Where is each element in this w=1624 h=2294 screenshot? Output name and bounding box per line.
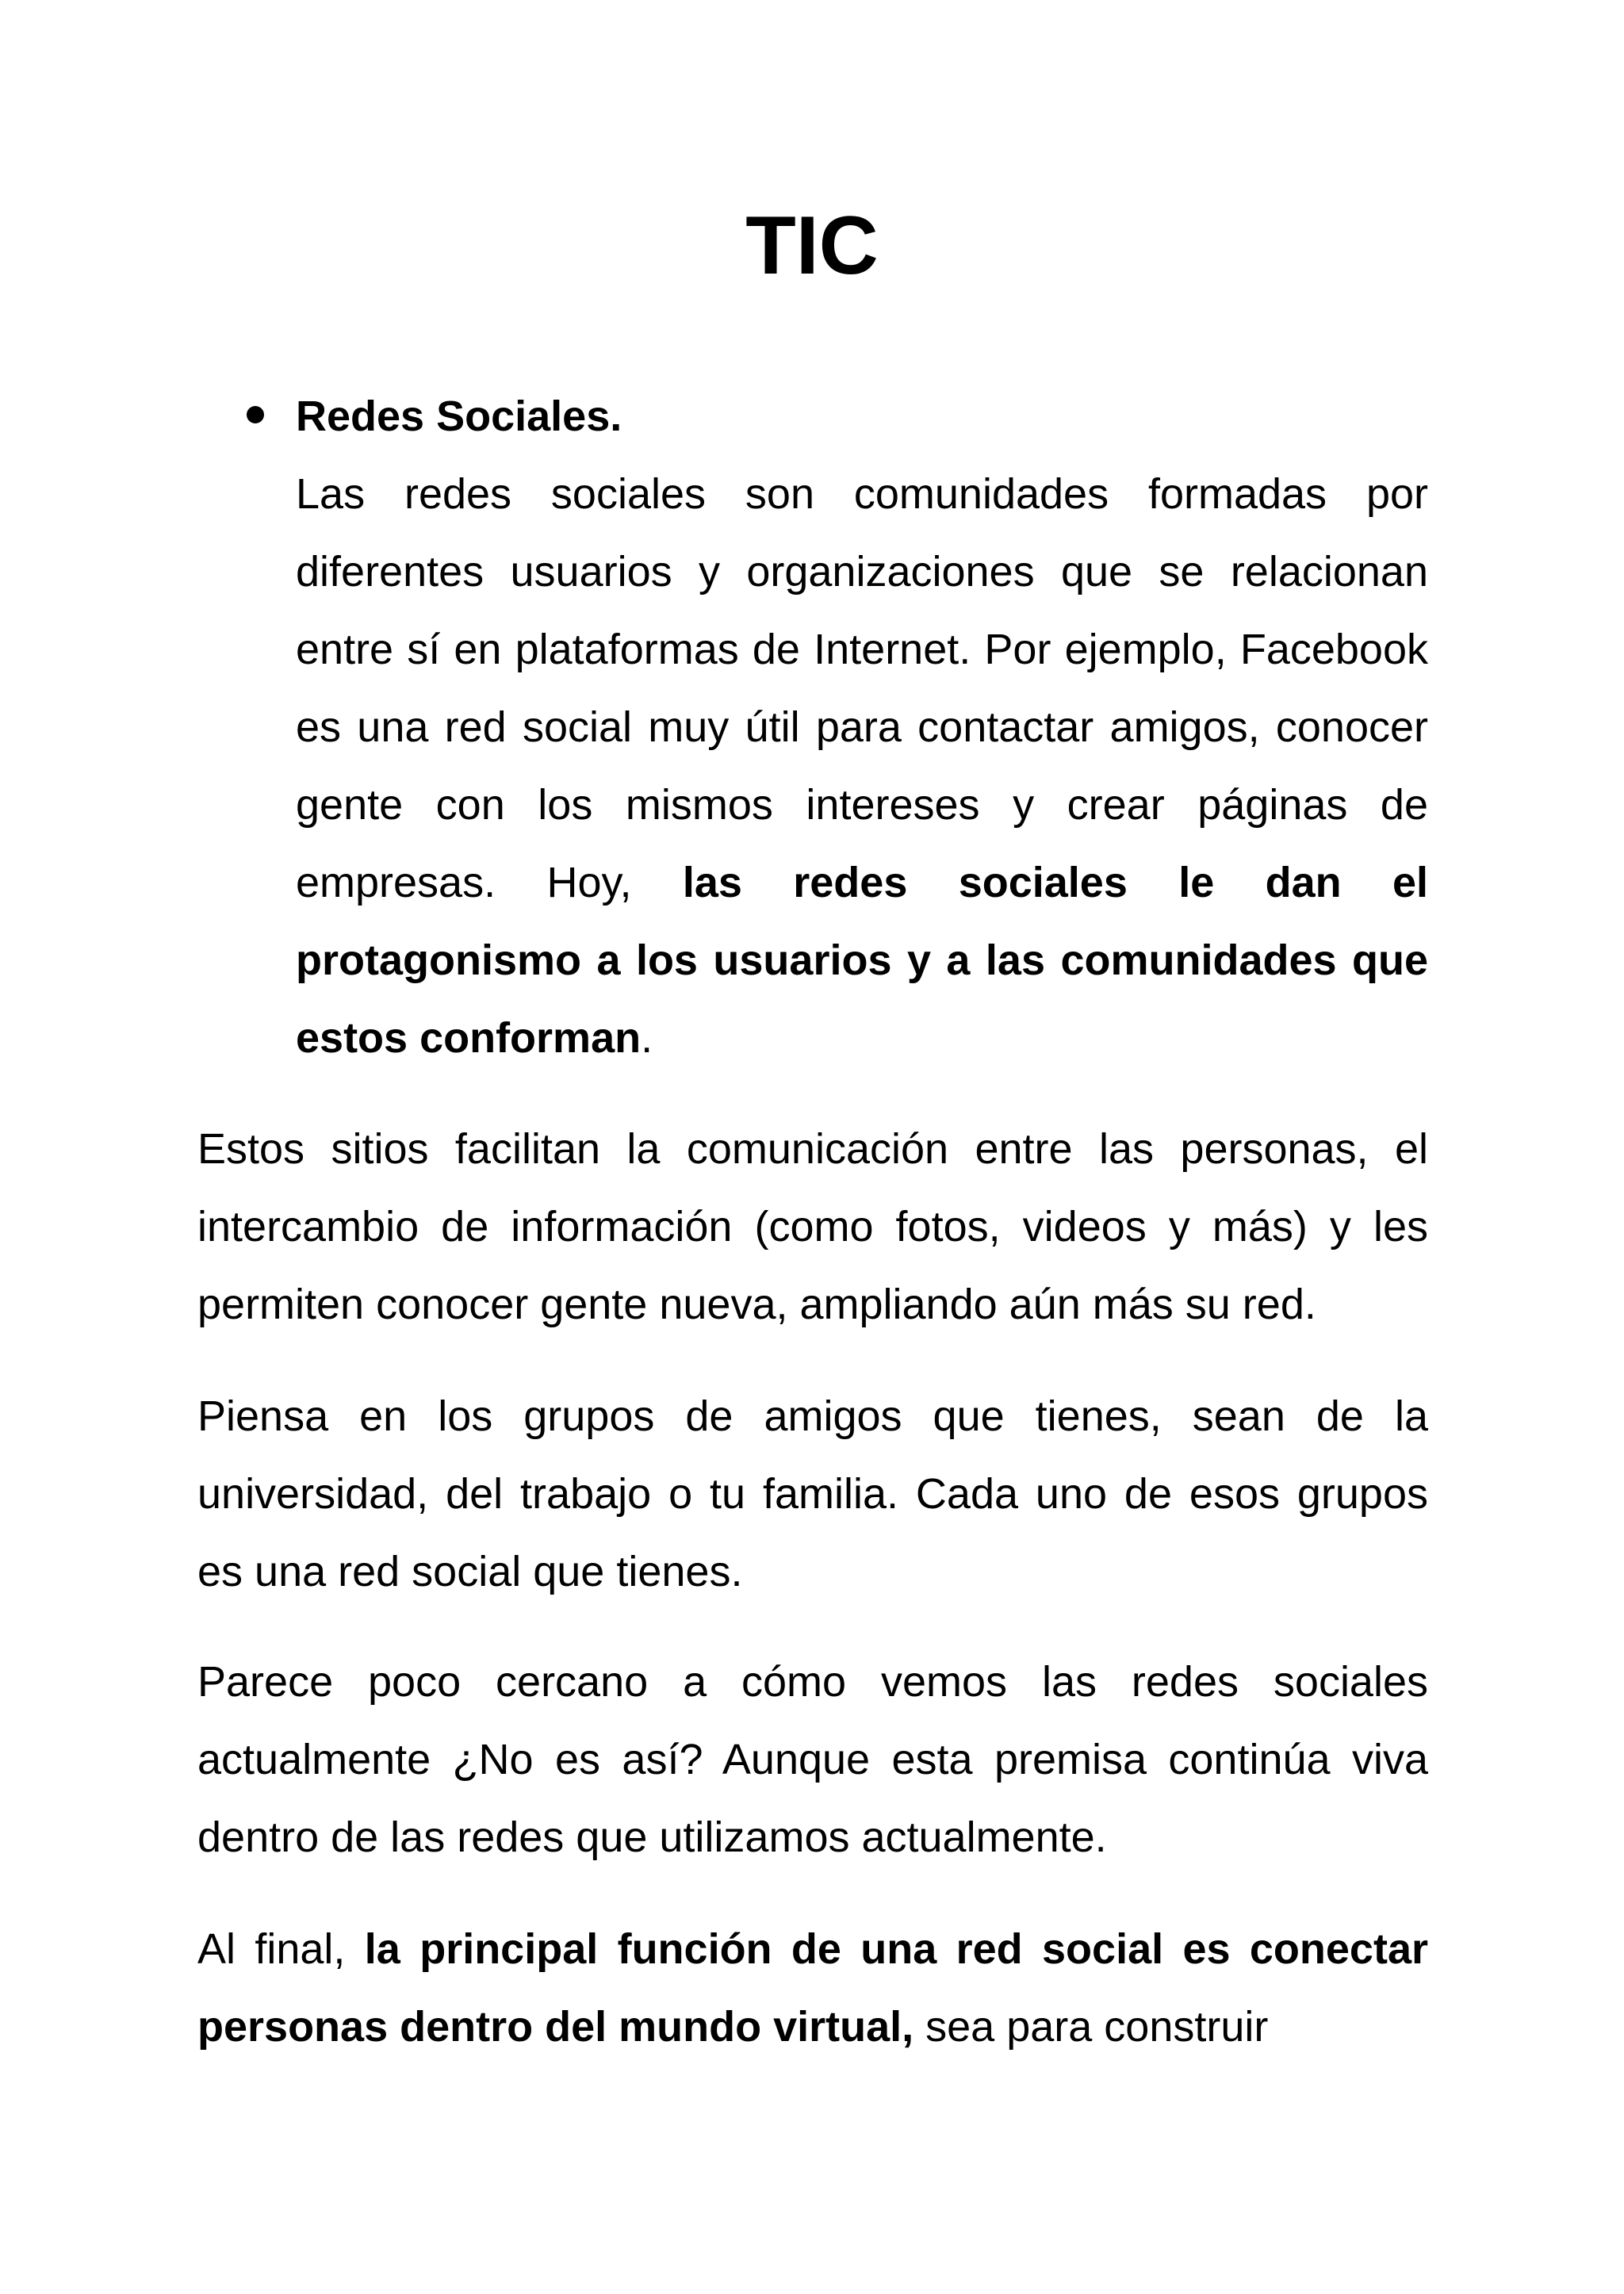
paragraph-text-start: Al final,	[197, 1925, 365, 1973]
paragraph-1	[197, 1110, 1428, 1343]
paragraph-text: Estos sitios facilitan la comunicación entre las personas, el intercambio de información (como fotos, videos y más) y les permiten conocer gente nueva, ampliando aún más su red.	[197, 1125, 1428, 1328]
paragraph-2	[197, 1377, 1428, 1610]
paragraph-text: Piensa en los grupos de amigos que tienes, sean de la universidad, del trabajo o tu familia. Cada uno de esos grupos es una red social que tienes.	[197, 1392, 1428, 1595]
section-bold-text: las redes sociales le dan el protagonismo a los usuarios y a las comunidades que estos conforman	[296, 859, 1428, 1062]
paragraph-4	[197, 1910, 1428, 2066]
bullet-icon	[247, 406, 264, 423]
paragraph-text-end: sea para construir	[914, 2003, 1269, 2051]
section-paragraph	[296, 455, 1428, 1077]
section-text: Las redes sociales son comunidades formadas por diferentes usuarios y organizaciones que se relacionan entre sí en plataformas de Internet. Por ejemplo, Facebook es una red social muy útil para contactar amigos, conocer gente con los mismos intereses y crear páginas de empresas. Hoy,	[296, 470, 1428, 906]
paragraph-3	[197, 1643, 1428, 1876]
section-heading: Redes Sociales.	[296, 393, 622, 440]
paragraph-text: Parece poco cercano a cómo vemos las redes sociales actualmente ¿No es así? Aunque esta premisa continúa viva dentro de las redes que utilizamos actualmente.	[197, 1658, 1428, 1861]
paragraph-bold-text: la principal función de una red social es conectar personas dentro del mundo virtual,	[197, 1925, 1428, 2051]
page-title: TIC	[745, 200, 879, 292]
section-text-end: .	[641, 1014, 653, 1062]
bullet-section	[296, 377, 1428, 1077]
paragraph-text	[197, 1910, 1428, 2066]
